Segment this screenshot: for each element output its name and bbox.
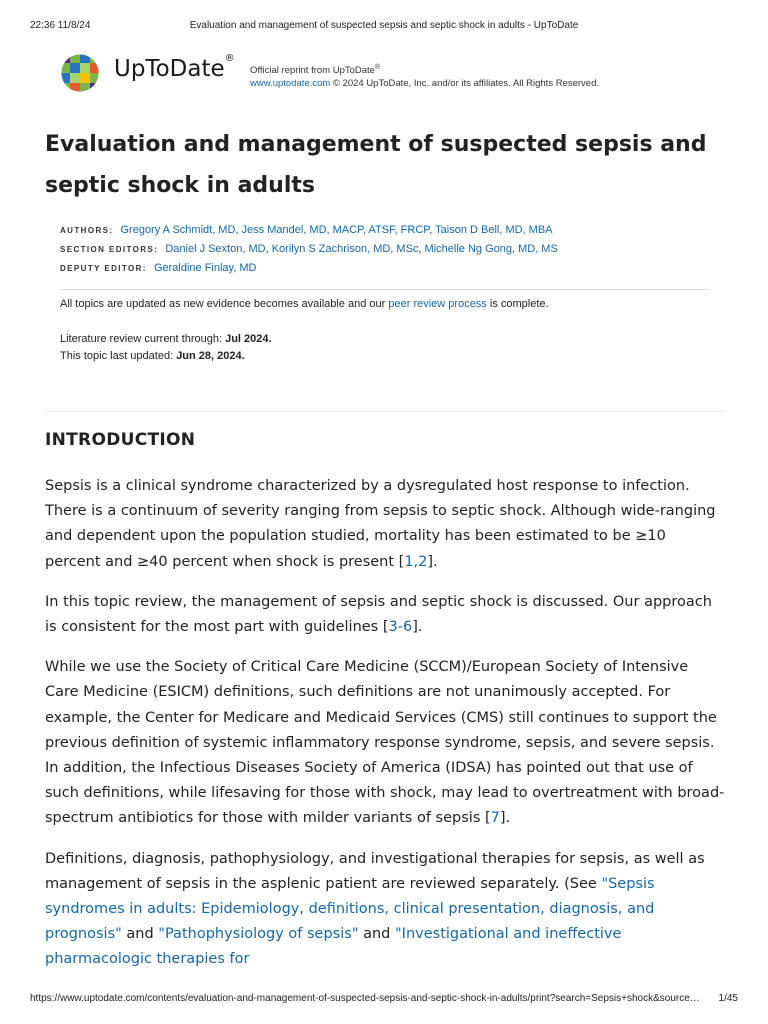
article-credits	[60, 221, 558, 278]
paragraph: Definitions, diagnosis, pathophysiology, and investigational therapies for sepsis, as well as management of sepsis in the asplenic patient are reviewed separately. (See "Sepsis syndromes in adults: Epidemiology, definitions, clinical presentation, diagnosis, and prognosis" and "Pathophysiology of sepsis" and "Investigational and ineffective pharmacologic therapies for	[45, 850, 705, 968]
last-updated-date: This topic last updated: Jun 28, 2024.	[60, 350, 245, 362]
print-footer	[0, 993, 768, 1007]
section-editor-link[interactable]: Korilyn S Zachrison, MD, MSc	[271, 243, 419, 255]
divider	[45, 411, 725, 412]
authors-row: AUTHORS: Gregory A Schmidt, MD, Jess Mandel, MD, MACP, ATSF, FRCP, Taison D Bell, MD, MBA	[60, 224, 553, 236]
reprint-notice: Official reprint from UpToDate® www.uptodate.com © 2024 UpToDate, Inc. and/or its affiliates. All Rights Reserved.	[250, 64, 600, 90]
literature-review-date: Literature review current through: Jul 2024.	[60, 333, 272, 345]
author-link[interactable]: Jess Mandel, MD, MACP, ATSF, FRCP	[241, 224, 430, 236]
print-datetime: 22:36 11/8/24	[30, 20, 91, 31]
author-link[interactable]: Taison D Bell, MD, MBA	[435, 224, 553, 236]
peer-review-link[interactable]: peer review process	[388, 298, 487, 310]
section-editor-link[interactable]: Michelle Ng Gong, MD, MS	[424, 243, 558, 255]
author-link[interactable]: Gregory A Schmidt, MD	[120, 224, 236, 236]
article-title: Evaluation and management of suspected sepsis and septic shock in adults	[45, 132, 707, 198]
paragraph: Sepsis is a clinical syndrome characterized by a dysregulated host response to infection. There is a continuum of severity ranging from sepsis to septic shock. Although wide-ranging and dependent upon the population studied, mortality has been estimated to be ≥10 percent and ≥40 percent when shock is present [1,2].	[45, 478, 716, 570]
topic-dates	[60, 331, 272, 365]
reference-link[interactable]: 7	[490, 810, 500, 827]
authors-label: AUTHORS:	[60, 226, 114, 235]
introduction-body	[45, 474, 725, 988]
topic-link[interactable]: "Sepsis syndromes in adults: Epidemiology, definitions, clinical presentation, diagnosis, and prognosis"	[45, 875, 655, 943]
topic-link[interactable]: "Pathophysiology of sepsis"	[158, 926, 359, 943]
update-note: All topics are updated as new evidence becomes available and our peer review process is complete.	[60, 298, 549, 310]
divider	[60, 289, 710, 290]
page-number: 1/45	[718, 993, 738, 1004]
paragraph: In this topic review, the management of sepsis and septic shock is discussed. Our approach is consistent for the most part with guidelines [3-6].	[45, 593, 712, 636]
topic-link[interactable]: "Investigational and ineffective pharmacologic therapies for	[45, 926, 622, 968]
deputy-editor-label: DEPUTY EDITOR:	[60, 264, 147, 273]
print-url: https://www.uptodate.com/contents/evaluation-and-management-of-suspected-sepsis-and-septic-shock-in-adults/print?search=Sepsis+shock&source…	[30, 993, 700, 1004]
section-editors-row: SECTION EDITORS: Daniel J Sexton, MD, Korilyn S Zachrison, MD, MSc, Michelle Ng Gong, MD, MS	[60, 243, 558, 255]
section-heading-introduction: INTRODUCTION	[45, 430, 196, 450]
section-editor-link[interactable]: Daniel J Sexton, MD	[165, 243, 266, 255]
uptodate-website-link[interactable]: www.uptodate.com	[250, 78, 331, 90]
print-page-title: Evaluation and management of suspected sepsis and septic shock in adults - UpToDate	[189, 20, 579, 31]
print-header	[0, 20, 768, 34]
reference-link[interactable]: 1,2	[404, 553, 428, 570]
paragraph: While we use the Society of Critical Care Medicine (SCCM)/European Society of Intensive Care Medicine (ESICM) definitions, such definitions are not unanimously accepted. For example, the Center for Medicare and Medicaid Services (CMS) still continues to support the previous definition of systemic inflammatory response syndrome, sepsis, and severe sepsis. In addition, the Infectious Diseases Society of America (IDSA) has pointed out that use of such definitions, while lifesaving for those with shock, may lead to overtreatment with broad-spectrum antibiotics for those with milder variants of sepsis [7].	[45, 659, 725, 827]
brand-name: UpToDate®	[114, 53, 235, 82]
reference-link[interactable]: 3-6	[388, 619, 413, 636]
uptodate-checker-globe-icon	[60, 53, 100, 93]
deputy-editor-row	[60, 259, 558, 278]
section-editors-label: SECTION EDITORS:	[60, 245, 159, 254]
deputy-editor-link[interactable]: Geraldine Finlay, MD	[153, 262, 257, 274]
